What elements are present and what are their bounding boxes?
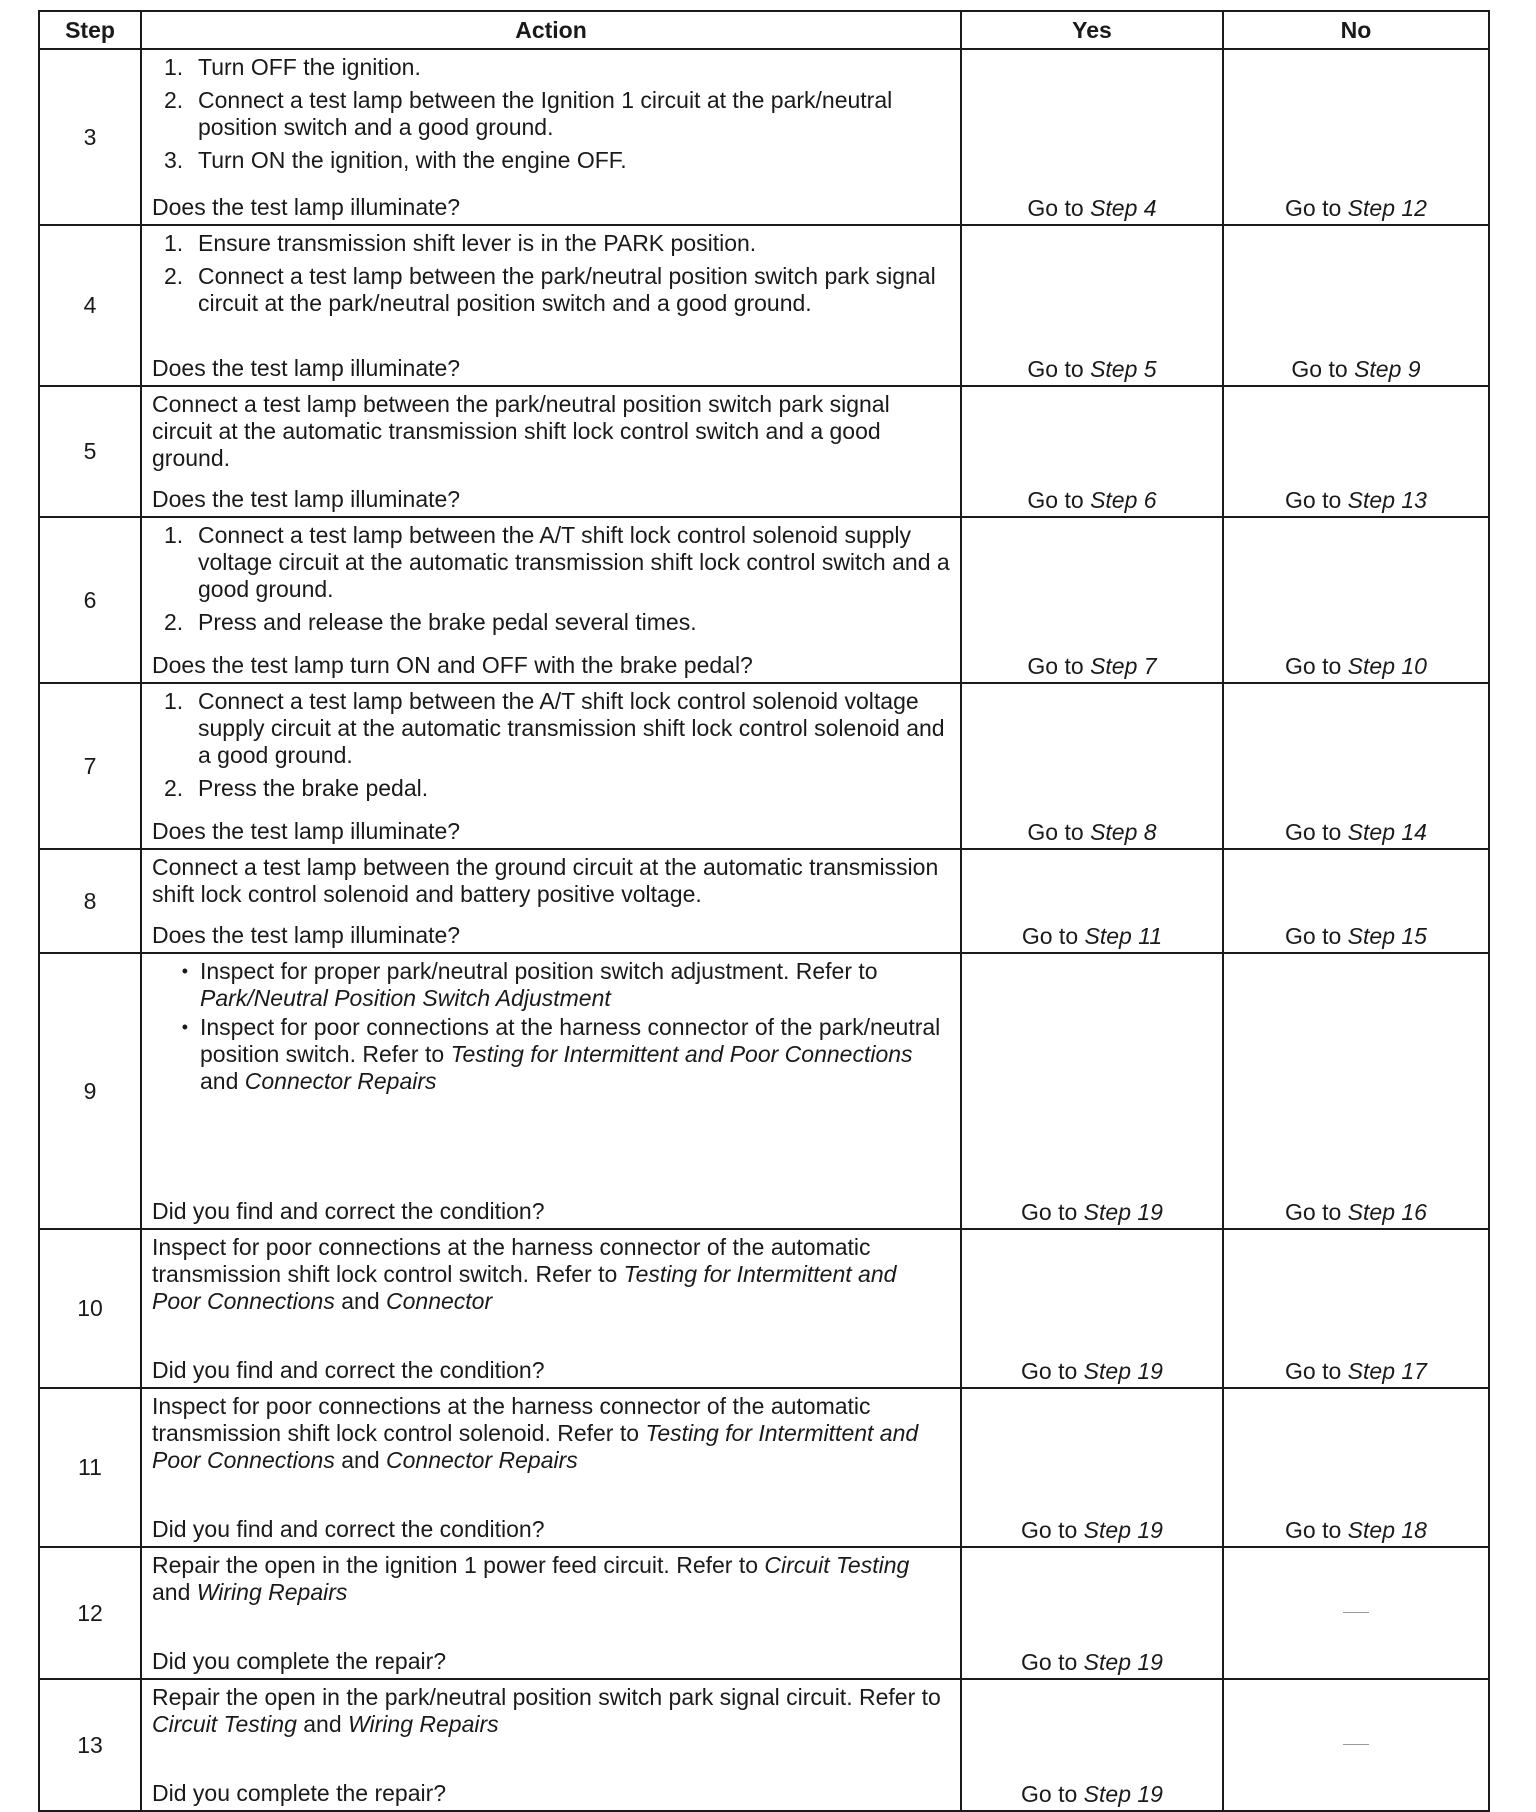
step-word: Step [1347, 923, 1395, 949]
step-target: 7 [1143, 653, 1157, 679]
action-content [142, 1548, 960, 1678]
header-yes: Yes [961, 11, 1223, 49]
question: Does the test lamp illuminate? [152, 486, 461, 512]
action-body [152, 54, 950, 180]
list-item [152, 522, 950, 603]
step-target: 15 [1401, 923, 1427, 949]
paragraph-join: and [334, 1288, 386, 1314]
no-result [1223, 683, 1489, 849]
step-number: 5 [39, 386, 141, 517]
reference: Circuit Testing [152, 1711, 297, 1737]
go-to-label: Go to [1021, 1199, 1078, 1225]
yes-result [961, 1388, 1223, 1547]
step-word: Step [1083, 1649, 1131, 1675]
action-cell [141, 683, 961, 849]
action-content [142, 387, 960, 516]
yes-result [961, 517, 1223, 683]
yes-result [961, 849, 1223, 953]
go-to-label: Go to [1027, 487, 1084, 513]
step-target: 13 [1401, 487, 1427, 513]
step-reference [1348, 819, 1427, 845]
action-content [142, 1230, 960, 1387]
question: Does the test lamp illuminate? [152, 922, 461, 948]
no-result-empty [1223, 1679, 1489, 1811]
action-body [152, 854, 950, 912]
step-reference [1348, 1358, 1427, 1384]
step-word: Step [1084, 923, 1132, 949]
step-target: 9 [1407, 356, 1421, 382]
step-reference [1090, 653, 1157, 679]
action-body [152, 688, 950, 808]
step-word: Step [1090, 356, 1138, 382]
question: Did you find and correct the condition? [152, 1198, 545, 1224]
list-item [152, 54, 950, 81]
question: Did you find and correct the condition? [152, 1357, 545, 1383]
table-row [39, 953, 1489, 1229]
go-to-label: Go to [1285, 195, 1342, 221]
step-target: 19 [1137, 1199, 1163, 1225]
step-word: Step [1347, 1199, 1395, 1225]
action-body [152, 522, 950, 642]
step-reference [1090, 487, 1157, 513]
step-target: 18 [1401, 1517, 1427, 1543]
step-target: 19 [1137, 1649, 1163, 1675]
step-number: 12 [39, 1547, 141, 1679]
action-paragraph [152, 1393, 950, 1474]
reference: Park/Neutral Position Switch Adjustment [200, 985, 611, 1011]
action-content [142, 50, 960, 224]
item-text: Connect a test lamp between the Ignition 1 circuit at the park/neutral position switch and a good ground. [198, 87, 893, 140]
action-cell [141, 1679, 961, 1811]
paragraph-text: Repair the open in the park/neutral position switch park signal circuit. Refer to [152, 1684, 941, 1710]
dash-mark [1343, 1744, 1369, 1745]
go-to-label: Go to [1027, 653, 1084, 679]
step-word: Step [1347, 819, 1395, 845]
paragraph-join: and [334, 1447, 386, 1473]
step-word: Step [1347, 1358, 1395, 1384]
bullet-icon: • [181, 961, 188, 981]
bullet-list [152, 958, 950, 1095]
list-item [152, 609, 950, 636]
item-lead: Inspect for proper park/neutral position switch adjustment. Refer to [200, 958, 878, 984]
question: Did you find and correct the condition? [152, 1516, 545, 1542]
yes-result [961, 1547, 1223, 1679]
step-reference [1348, 1199, 1427, 1225]
paragraph-text: Connect a test lamp between the ground circuit at the automatic transmission shift lock control solenoid and battery positive voltage. [152, 854, 939, 907]
item-number: 2 . [152, 87, 188, 141]
step-number: 6 [39, 517, 141, 683]
step-word: Step [1347, 195, 1395, 221]
yes-result [961, 1679, 1223, 1811]
item-join: and [200, 1068, 245, 1094]
numbered-list [152, 522, 950, 636]
step-reference [1348, 653, 1427, 679]
step-target: 5 [1143, 356, 1157, 382]
action-cell [141, 225, 961, 386]
go-to-label: Go to [1285, 819, 1342, 845]
step-target: 19 [1137, 1358, 1163, 1384]
item-number: 1 . [152, 54, 188, 81]
reference: Connector Repairs [386, 1447, 578, 1473]
reference: Connector Repairs [244, 1068, 437, 1094]
step-number: 3 [39, 49, 141, 225]
item-text: Ensure transmission shift lever is in the PARK position. [198, 230, 757, 256]
step-word: Step [1347, 1517, 1395, 1543]
table-row [39, 225, 1489, 386]
step-word: Step [1090, 487, 1138, 513]
go-to-label: Go to [1285, 653, 1342, 679]
reference: Testing for Intermittent and Poor Connections [152, 1261, 897, 1314]
go-to-label: Go to [1285, 487, 1342, 513]
reference: Circuit Testing [764, 1552, 910, 1578]
step-word: Step [1083, 1781, 1131, 1807]
step-number: 13 [39, 1679, 141, 1811]
action-body [152, 1234, 950, 1319]
step-target: 14 [1401, 819, 1427, 845]
action-body [152, 1552, 950, 1610]
go-to-label: Go to [1027, 195, 1084, 221]
step-word: Step [1083, 1358, 1131, 1384]
step-reference [1084, 1199, 1163, 1225]
table-row [39, 683, 1489, 849]
table-row [39, 1547, 1489, 1679]
reference: Testing for Intermittent and Poor Connections [450, 1041, 913, 1067]
item-text: Connect a test lamp between the A/T shift lock control solenoid supply voltage circuit at the automatic transmission shift lock control switch and a good ground. [198, 522, 950, 602]
action-content [142, 1680, 960, 1810]
step-reference [1348, 195, 1427, 221]
step-reference [1090, 819, 1157, 845]
paragraph-join: and [152, 1579, 197, 1605]
step-number: 10 [39, 1229, 141, 1388]
item-lead: Inspect for poor connections at the harness connector of the park/neutral position switch. Refer to [200, 1014, 941, 1067]
item-text: Press the brake pedal. [198, 775, 429, 801]
action-paragraph [152, 1684, 950, 1738]
item-text [200, 1014, 950, 1095]
step-reference [1084, 1358, 1163, 1384]
step-word: Step [1347, 653, 1395, 679]
question: Does the test lamp turn ON and OFF with the brake pedal? [152, 652, 753, 678]
numbered-list [152, 230, 950, 317]
table-row [39, 1388, 1489, 1547]
action-cell [141, 849, 961, 953]
action-body [152, 391, 950, 476]
action-body [152, 958, 950, 1097]
item-number: 1 . [152, 688, 188, 769]
no-result [1223, 225, 1489, 386]
step-word: Step [1083, 1517, 1131, 1543]
reference: Connector [386, 1288, 493, 1314]
step-word: Step [1347, 487, 1395, 513]
question: Does the test lamp illuminate? [152, 355, 461, 381]
no-result [1223, 517, 1489, 683]
step-target: 6 [1143, 487, 1157, 513]
step-target: 16 [1401, 1199, 1427, 1225]
step-target: 8 [1143, 819, 1157, 845]
item-text [200, 958, 950, 1012]
table-body [39, 49, 1489, 1811]
go-to-label: Go to [1021, 1358, 1078, 1384]
table-row [39, 49, 1489, 225]
item-number: 3 . [152, 147, 188, 174]
paragraph-text: Connect a test lamp between the park/neutral position switch park signal circuit at the automatic transmission shift lock control switch and a good ground. [152, 391, 890, 471]
header-row [39, 11, 1489, 49]
table-row [39, 849, 1489, 953]
reference: Wiring Repairs [348, 1711, 499, 1737]
list-item [152, 230, 950, 257]
table-row [39, 386, 1489, 517]
step-number: 4 [39, 225, 141, 386]
list-item [152, 775, 950, 802]
action-body [152, 1684, 950, 1742]
table-row [39, 517, 1489, 683]
header-step: Step [39, 11, 141, 49]
step-target: 19 [1137, 1781, 1163, 1807]
step-reference [1090, 195, 1157, 221]
action-cell [141, 1547, 961, 1679]
item-number: 2 . [152, 263, 188, 317]
go-to-label: Go to [1285, 923, 1342, 949]
header-no: No [1223, 11, 1489, 49]
go-to-label: Go to [1285, 1517, 1342, 1543]
action-cell [141, 1229, 961, 1388]
step-word: Step [1090, 653, 1138, 679]
go-to-label: Go to [1285, 1199, 1342, 1225]
item-number: 1 . [152, 230, 188, 257]
yes-result [961, 683, 1223, 849]
yes-result [961, 386, 1223, 517]
step-reference [1085, 923, 1163, 949]
paragraph-join: and [296, 1711, 349, 1737]
bullet-icon: • [181, 1017, 188, 1037]
no-result [1223, 849, 1489, 953]
no-result [1223, 1388, 1489, 1547]
go-to-label: Go to [1021, 1517, 1078, 1543]
no-result-empty [1223, 1547, 1489, 1679]
step-word: Step [1354, 356, 1402, 382]
action-cell [141, 49, 961, 225]
action-paragraph [152, 391, 950, 472]
step-reference [1348, 923, 1427, 949]
yes-result [961, 953, 1223, 1229]
list-item [152, 87, 950, 141]
paragraph-text: Repair the open in the ignition 1 power feed circuit. Refer to [152, 1552, 765, 1578]
go-to-label: Go to [1021, 1649, 1078, 1675]
no-result [1223, 953, 1489, 1229]
action-paragraph [152, 1552, 950, 1606]
question: Does the test lamp illuminate? [152, 818, 461, 844]
no-result [1223, 1229, 1489, 1388]
item-text: Connect a test lamp between the park/neutral position switch park signal circuit at the park/neutral position switch and a good ground. [198, 263, 936, 316]
go-to-label: Go to [1021, 923, 1079, 949]
header-action: Action [141, 11, 961, 49]
go-to-label: Go to [1027, 819, 1084, 845]
action-content [142, 518, 960, 682]
yes-result [961, 49, 1223, 225]
step-reference [1354, 356, 1421, 382]
action-content [142, 850, 960, 952]
table-row [39, 1679, 1489, 1811]
list-item [152, 263, 950, 317]
action-content [142, 226, 960, 385]
list-item [152, 1014, 950, 1095]
reference: Wiring Repairs [196, 1579, 348, 1605]
step-target: 4 [1143, 195, 1157, 221]
step-word: Step [1083, 1199, 1131, 1225]
step-reference [1348, 487, 1427, 513]
step-reference [1084, 1517, 1163, 1543]
step-target: 10 [1401, 653, 1427, 679]
list-item [152, 958, 950, 1012]
table-row [39, 1229, 1489, 1388]
dash-mark [1343, 1612, 1369, 1613]
step-reference [1084, 1649, 1163, 1675]
go-to-label: Go to [1291, 356, 1348, 382]
action-content [142, 954, 960, 1228]
item-text: Press and release the brake pedal several times. [198, 609, 697, 635]
numbered-list [152, 54, 950, 174]
paragraph-text: Inspect for poor connections at the harness connector of the automatic transmission shift lock control switch. Refer to [152, 1234, 871, 1287]
list-item [152, 147, 950, 174]
go-to-label: Go to [1027, 356, 1084, 382]
action-cell [141, 517, 961, 683]
step-target: 12 [1401, 195, 1427, 221]
go-to-label: Go to [1285, 1358, 1342, 1384]
numbered-list [152, 688, 950, 802]
step-number: 7 [39, 683, 141, 849]
step-reference [1084, 1781, 1163, 1807]
item-text: Turn ON the ignition, with the engine OFF. [198, 147, 627, 173]
item-text: Turn OFF the ignition. [198, 54, 421, 80]
step-number: 9 [39, 953, 141, 1229]
no-result [1223, 49, 1489, 225]
diagnostic-table [38, 10, 1490, 1812]
no-result [1223, 386, 1489, 517]
step-word: Step [1090, 195, 1138, 221]
action-paragraph [152, 854, 950, 908]
step-target: 19 [1137, 1517, 1163, 1543]
action-content [142, 684, 960, 848]
item-number: 2 . [152, 775, 188, 802]
list-item [152, 688, 950, 769]
step-target: 11 [1138, 923, 1163, 949]
yes-result [961, 1229, 1223, 1388]
item-number: 2 . [152, 609, 188, 636]
action-content [142, 1389, 960, 1546]
step-target: 17 [1401, 1358, 1427, 1384]
action-cell [141, 1388, 961, 1547]
step-reference [1090, 356, 1157, 382]
question: Does the test lamp illuminate? [152, 194, 461, 220]
step-reference [1348, 1517, 1427, 1543]
action-cell [141, 953, 961, 1229]
action-paragraph [152, 1234, 950, 1315]
action-cell [141, 386, 961, 517]
paragraph-text: Inspect for poor connections at the harness connector of the automatic transmission shift lock control solenoid. Refer to [152, 1393, 871, 1446]
item-number: 1 . [152, 522, 188, 603]
action-body [152, 230, 950, 323]
step-number: 11 [39, 1388, 141, 1547]
step-number: 8 [39, 849, 141, 953]
action-body [152, 1393, 950, 1478]
yes-result [961, 225, 1223, 386]
reference: Testing for Intermittent and Poor Connections [152, 1420, 919, 1473]
question: Did you complete the repair? [152, 1648, 447, 1674]
step-word: Step [1090, 819, 1138, 845]
item-text: Connect a test lamp between the A/T shift lock control solenoid voltage supply circuit at the automatic transmission shift lock control solenoid and a good ground. [198, 688, 945, 768]
go-to-label: Go to [1021, 1781, 1078, 1807]
question: Did you complete the repair? [152, 1780, 447, 1806]
